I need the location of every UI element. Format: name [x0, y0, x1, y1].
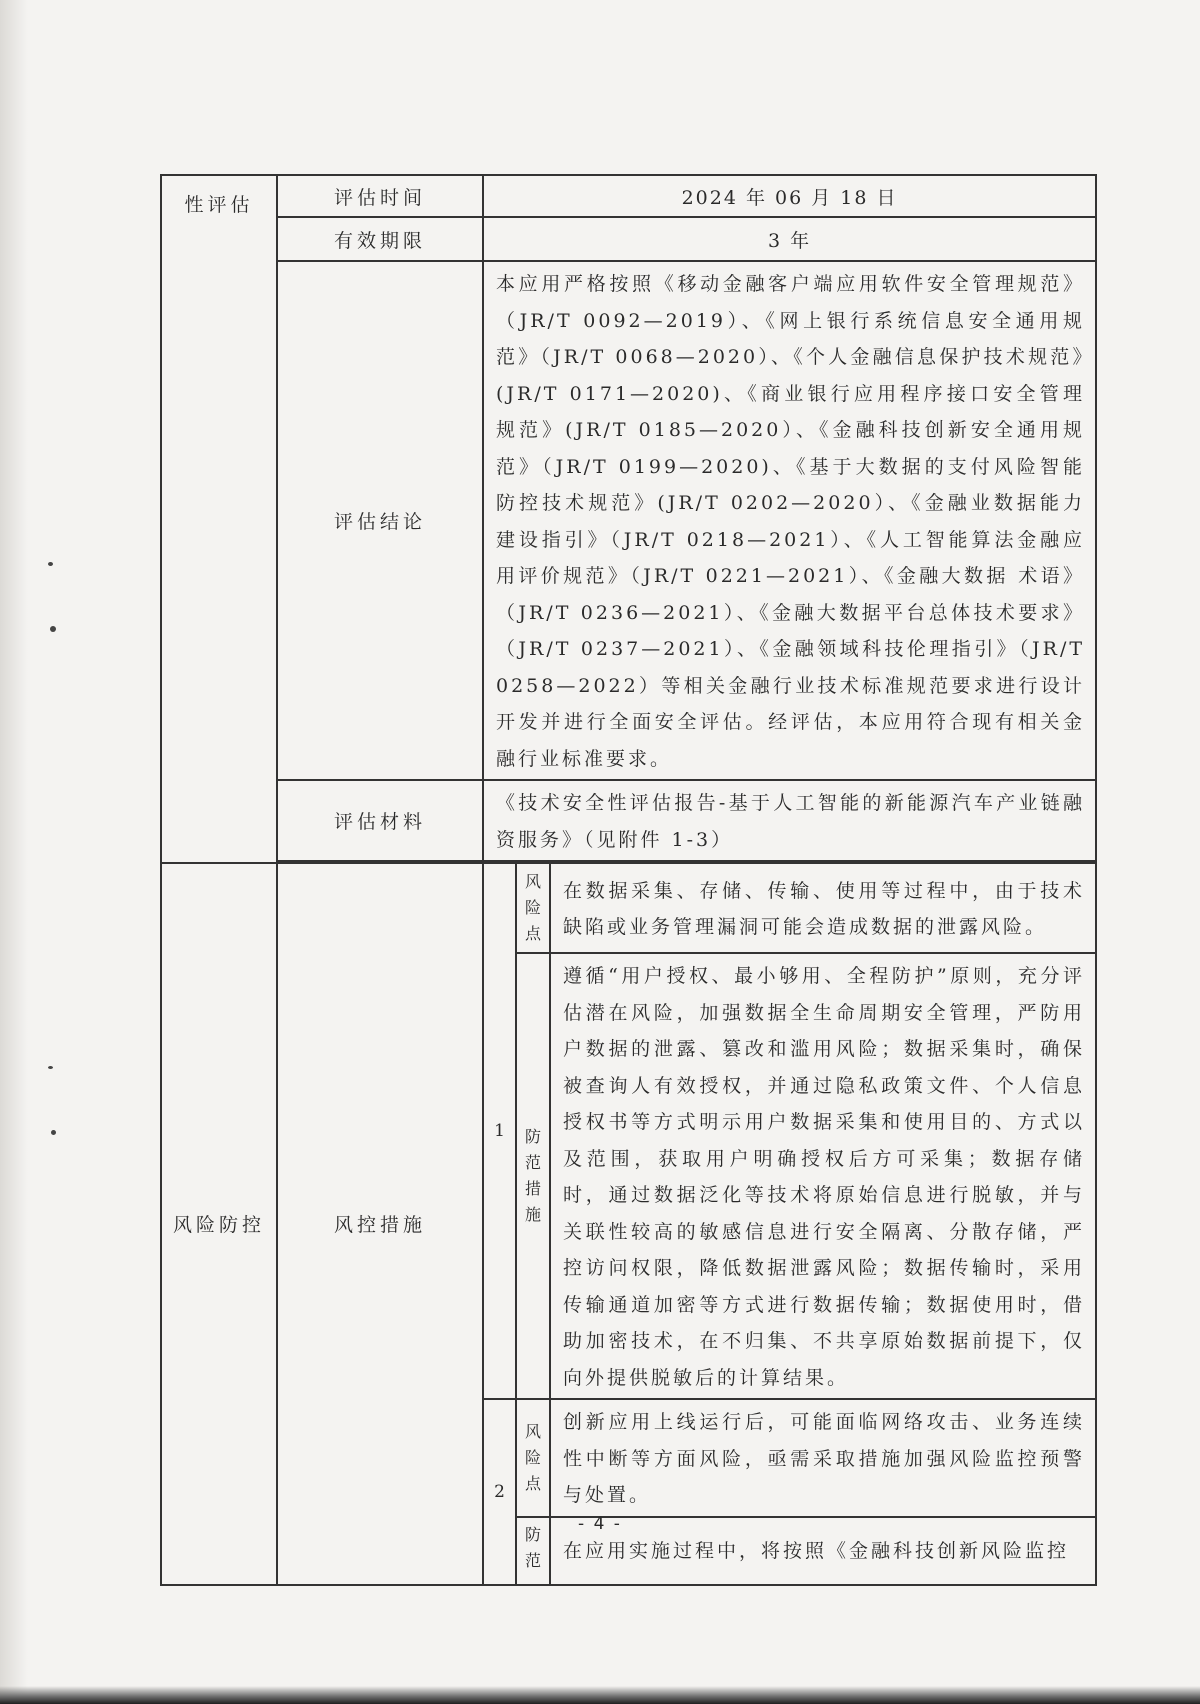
- risk-subcategory-cell: 风控措施: [277, 863, 483, 1585]
- risk-point-text: 创新应用上线运行后，可能面临网络攻击、业务连续性中断等方面风险，亟需采取措施加强风险监控预警与处置。: [550, 1399, 1096, 1517]
- label-char: 范: [524, 1153, 541, 1172]
- table-row: [161, 217, 1096, 261]
- label-char: 防: [524, 1524, 541, 1544]
- item-number: 2: [483, 1399, 516, 1585]
- measure-label: [516, 953, 550, 1399]
- scan-speck: [50, 626, 56, 632]
- materials-label: 评估材料: [277, 780, 483, 861]
- label-char: 风: [524, 1421, 541, 1441]
- page-number: - 4 -: [578, 1514, 622, 1534]
- label-char: 风: [524, 872, 541, 891]
- scan-bottom-edge: [0, 1686, 1200, 1704]
- conclusion-text: 本应用严格按照《移动金融客户端应用软件安全管理规范》（JR/T 0092—2019）、《网上银行系统信息安全通用规范》（JR/T 0068—2020）、《个人金融信息保护技术规范》(JR/T 0171—2020)、《商业银行应用程序接口安全管理规范》(JR/T 0185—2020）、《金融科技创新安全通用规范》（JR/T 0199—2020)、《基于大数据的支付风险智能防控技术规范》(JR/T 0202—2020）、《金融业数据能力建设指引》（JR/T 0218—2021）、《人工智能算法金融应用评价规范》（JR/T 0221—2021）、《金融大数据 术语》（JR/T 0236—2021）、《金融大数据平台总体技术要求》（JR/T 0237—2021）、《金融领域科技伦理指引》（JR/T 0258—2022）等相关金融行业技术标准规范要求进行设计开发并进行全面安全评估。经评估，本应用符合现有相关金融行业标准要求。: [483, 261, 1096, 780]
- label-char: 施: [524, 1205, 541, 1224]
- item-number: 1: [483, 863, 516, 1399]
- scan-speck: [48, 562, 53, 566]
- assessment-time-value: 2024 年 06 月 18 日: [483, 175, 1096, 217]
- label-char: 点: [524, 1473, 541, 1493]
- conclusion-label: 评估结论: [277, 261, 483, 780]
- measure-text: 遵循“用户授权、最小够用、全程防护”原则，充分评估潜在风险，加强数据全生命周期安全管理，严防用户数据的泄露、篡改和滥用风险；数据采集时，确保被查询人有效授权，并通过隐私政策文件、个人信息授权书等方式明示用户数据采集和使用目的、方式以及范围，获取用户明确授权后方可采集；数据存储时，通过数据泛化等技术将原始信息进行脱敏，并与关联性较高的敏感信息进行安全隔离、分散存储，严控访问权限，降低数据泄露风险；数据传输时，采用传输通道加密等方式进行数据传输；数据使用时，借助加密技术，在不归集、不共享原始数据前提下，仅向外提供脱敏后的计算结果。: [550, 953, 1096, 1399]
- label-char: 防: [524, 1127, 541, 1146]
- validity-value: 3 年: [483, 217, 1096, 261]
- assessment-time-label: 评估时间: [277, 175, 483, 217]
- category-cell: 性评估: [161, 175, 277, 863]
- risk-point-label: [516, 863, 550, 953]
- scan-speck: [51, 1130, 56, 1135]
- label-char: 点: [524, 924, 541, 943]
- validity-label: 有效期限: [277, 217, 483, 261]
- materials-text: 《技术安全性评估报告-基于人工智能的新能源汽车产业链融资服务》（见附件 1-3）: [483, 780, 1096, 861]
- label-char: 险: [524, 898, 541, 917]
- table-row: [161, 261, 1096, 780]
- label-char: 措: [524, 1179, 541, 1198]
- risk-point-text: 在数据采集、存储、传输、使用等过程中，由于技术缺陷或业务管理漏洞可能会造成数据的泄露风险。: [550, 863, 1096, 953]
- scan-speck: [48, 1066, 53, 1069]
- risk-point-label: [516, 1399, 550, 1517]
- label-char: 范: [524, 1550, 541, 1570]
- measure-text: 在应用实施过程中，将按照《金融科技创新风险监控: [550, 1517, 1096, 1585]
- assessment-table: [160, 174, 1097, 1586]
- table-row: [161, 863, 1096, 953]
- table-row: [161, 780, 1096, 861]
- table-row: [161, 175, 1096, 217]
- label-char: 险: [524, 1447, 541, 1467]
- page-edge-shadow: [0, 0, 28, 1704]
- risk-category-cell: 风险防控: [161, 863, 277, 1585]
